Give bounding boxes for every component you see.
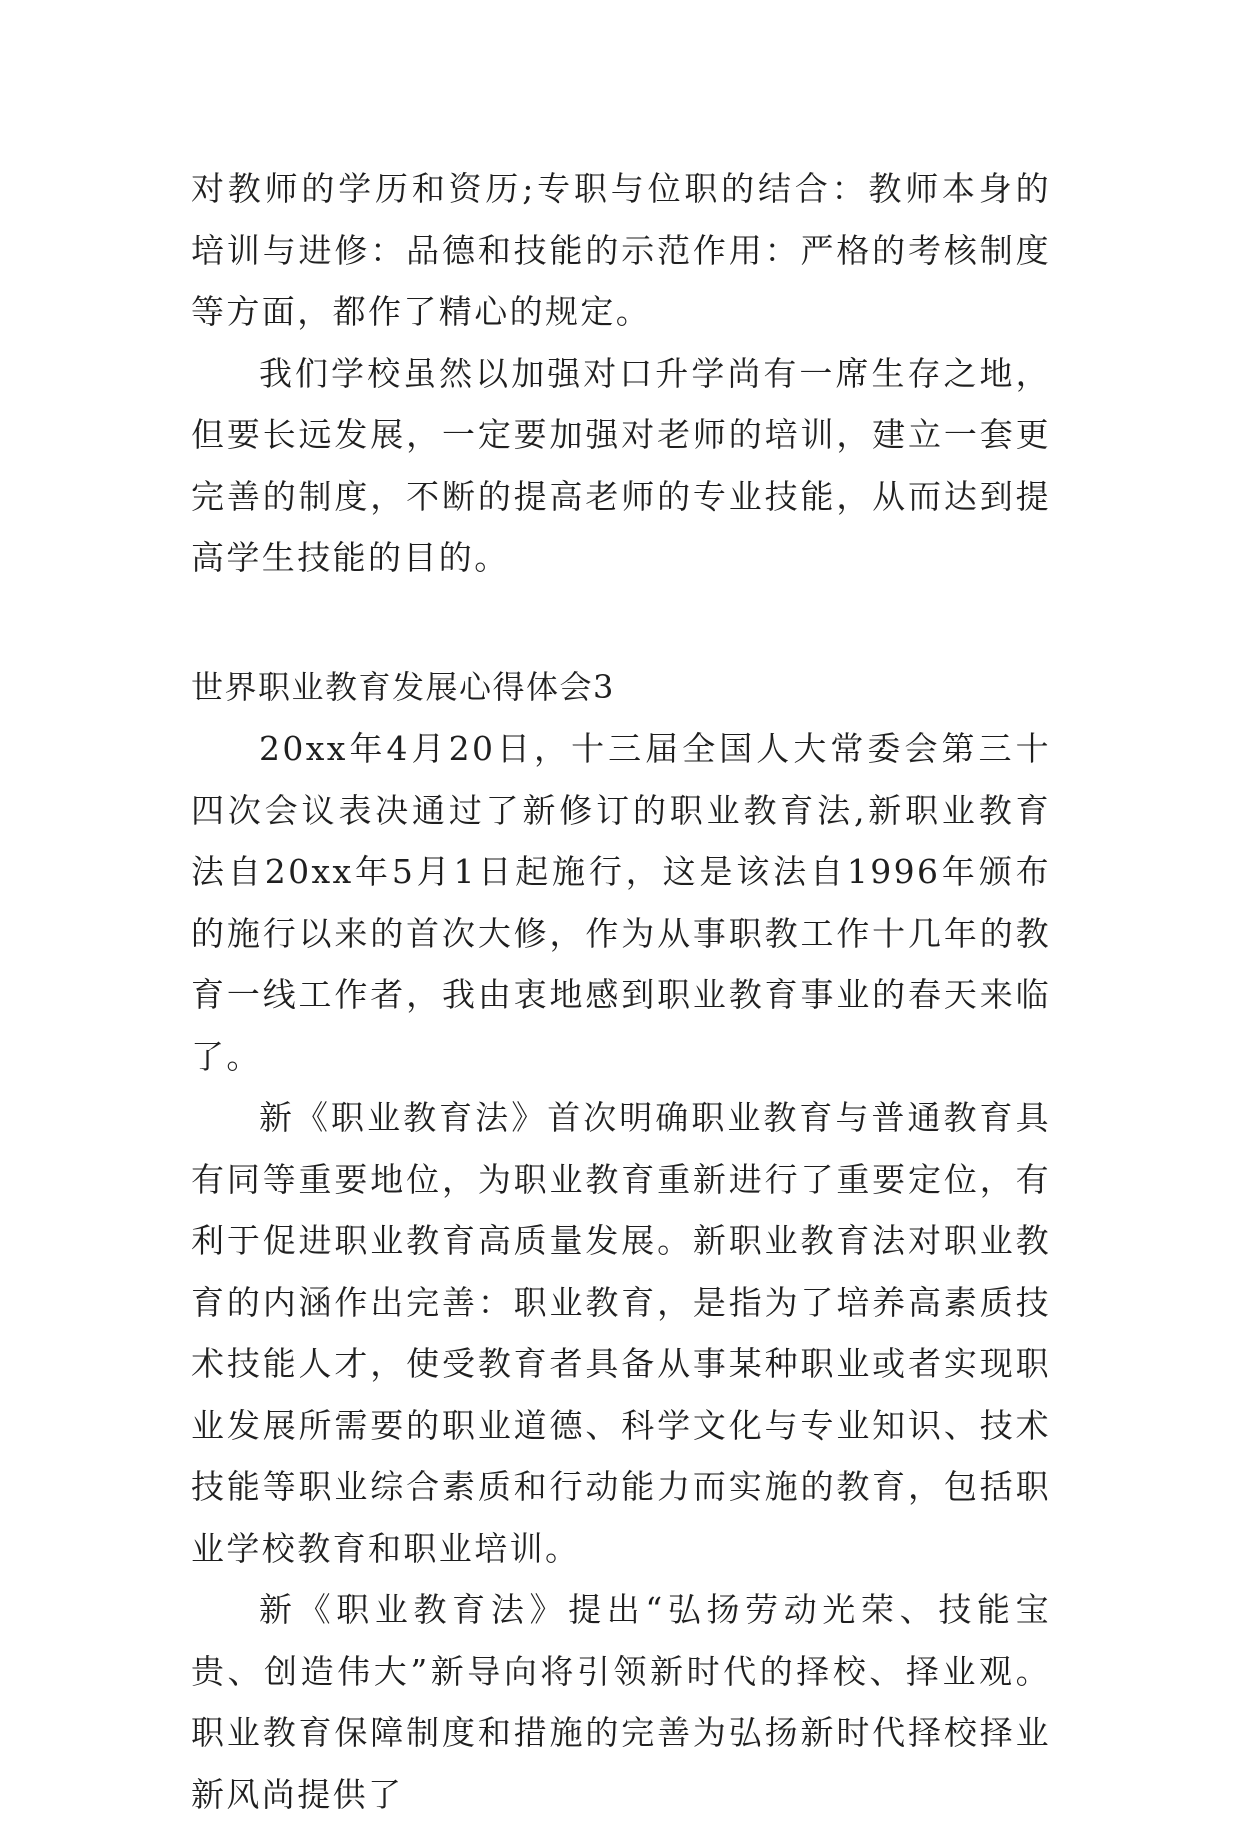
paragraph-school-development: 我们学校虽然以加强对口升学尚有一席生存之地，但要长远发展，一定要加强对老师的培训，建立一套更完善的制度，不断的提高老师的专业技能，从而达到提高学生技能的目的。 <box>191 353 1051 577</box>
document-body <box>191 158 1051 1825</box>
paragraph-new-orientation: 新《职业教育法》提出“弘扬劳动光荣、技能宝贵、创造伟大”新导向将引领新时代的择校、择业观。职业教育保障制度和措施的完善为弘扬新时代择校择业新风尚提供了 <box>191 1590 1051 1814</box>
paragraph-teacher-qualifications: 对教师的学历和资历;专职与位职的结合：教师本身的培训与进修：品德和技能的示范作用：严格的考核制度等方面，都作了精心的规定。 <box>191 169 1051 331</box>
paragraph-equal-status: 新《职业教育法》首次明确职业教育与普通教育具有同等重要地位，为职业教育重新进行了重要定位，有利于促进职业教育高质量发展。新职业教育法对职业教育的内涵作出完善：职业教育，是指为了培养高素质技术技能人才，使受教育者具备从事某种职业或者实现职业发展所需要的职业道德、科学文化与专业知识、技术技能等职业综合素质和行动能力而实施的教育，包括职业学校教育和职业培训。 <box>191 1098 1051 1568</box>
paragraph-law-revision: 20xx年4月20日，十三届全国人大常委会第三十四次会议表决通过了新修订的职业教育法,新职业教育法自20xx年5月1日起施行，这是该法自1996年颁布的施行以来的首次大修，作为从事职教工作十几年的教育一线工作者，我由衷地感到职业教育事业的春天来临了。 <box>191 729 1051 1076</box>
section-heading: 世界职业教育发展心得体会3 <box>191 667 615 706</box>
